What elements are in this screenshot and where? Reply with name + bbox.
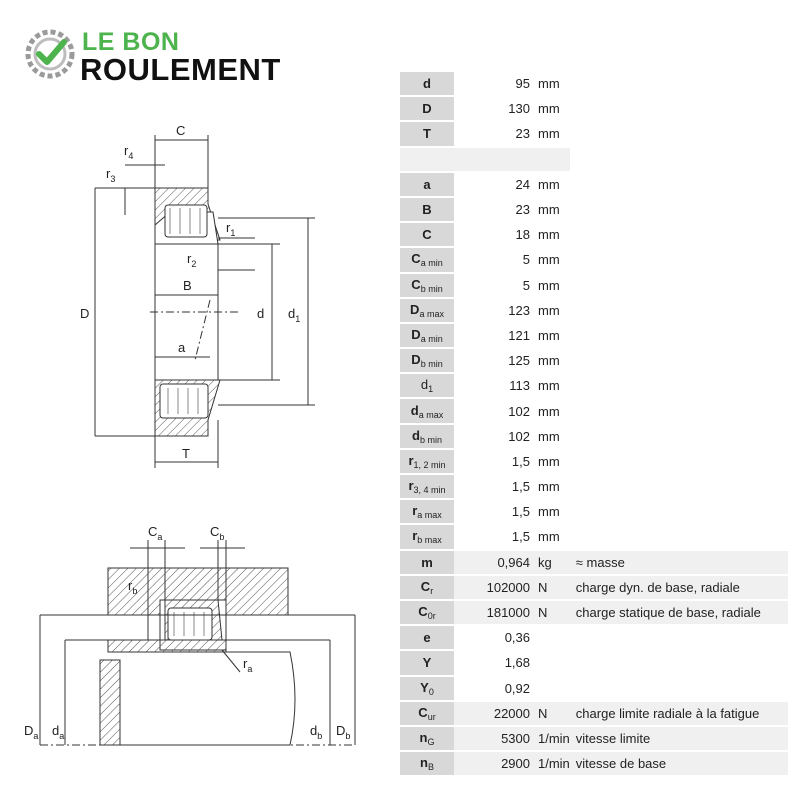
spec-symbol: $C_{ur}$: [400, 702, 454, 725]
spec-unit: mm: [538, 302, 560, 318]
spec-description: [570, 626, 788, 649]
bearing-drawing: [0, 100, 390, 800]
spec-description: charge statique de base, radiale: [570, 601, 788, 624]
spec-unit: 1/min: [534, 727, 570, 750]
spec-symbol: m: [400, 551, 454, 574]
spec-value: 18: [515, 227, 530, 243]
spec-table: [400, 70, 788, 777]
spec-row: [400, 752, 788, 775]
spec-unit: mm: [538, 101, 560, 117]
spec-row: [400, 349, 788, 372]
spec-unit: N: [534, 702, 570, 725]
roller-mount: [168, 608, 212, 640]
spec-unit: mm: [538, 453, 560, 469]
spec-symbol: $Y_0$: [400, 677, 454, 700]
spec-value: 95: [515, 76, 530, 92]
spec-row: [400, 425, 788, 448]
spec-value: 23: [515, 126, 530, 142]
spec-description: [570, 274, 788, 297]
spec-symbol: $n_B$: [400, 752, 454, 775]
spec-row: [400, 500, 788, 523]
spec-row: [400, 626, 788, 649]
spec-row: [400, 122, 788, 145]
spec-row: [400, 248, 788, 271]
spec-description: vitesse limite: [570, 727, 788, 750]
spec-value: 5: [522, 277, 530, 293]
spec-symbol: $d_{a max}$: [400, 399, 454, 422]
roller-bottom: [160, 384, 208, 418]
spec-value: 102000: [454, 576, 534, 599]
spec-unit: mm: [538, 252, 560, 268]
spec-value: 181000: [454, 601, 534, 624]
label-r3: $r_3$: [106, 166, 116, 184]
label-D: D: [80, 306, 90, 321]
spec-value: 1,5: [511, 453, 530, 469]
spec-row: [400, 651, 788, 674]
spec-row: [400, 72, 788, 95]
spec-value: 23: [515, 202, 530, 218]
spec-row: [400, 525, 788, 548]
spec-row: [400, 576, 788, 599]
label-Db: $D_b$: [336, 723, 351, 741]
spec-description: charge limite radiale à la fatigue: [570, 702, 788, 725]
spec-description: [570, 677, 788, 700]
spec-value: 2900: [454, 752, 534, 775]
spec-description: [570, 223, 788, 246]
spec-symbol: D: [400, 97, 454, 120]
spec-description: [570, 97, 788, 120]
spec-symbol: $n_G$: [400, 727, 454, 750]
spec-value: 121: [508, 327, 530, 343]
spec-value: 24: [515, 176, 530, 192]
spec-description: [570, 173, 788, 196]
spec-description: charge dyn. de base, radiale: [570, 576, 788, 599]
spec-value: 1,5: [511, 529, 530, 545]
spec-unit: 1/min: [534, 752, 570, 775]
spec-row: [400, 97, 788, 120]
spec-description: ≈ masse: [570, 551, 788, 574]
spec-value: 0,36: [504, 630, 530, 646]
spec-description: [570, 399, 788, 422]
spec-symbol: Y: [400, 651, 454, 674]
label-Da: $D_a$: [24, 723, 39, 741]
label-rb: $r_b$: [128, 578, 138, 596]
spec-row: [400, 299, 788, 322]
spec-description: [570, 248, 788, 271]
spec-unit: mm: [538, 202, 560, 218]
logo-line-2: ROULEMENT: [80, 52, 281, 87]
spec-description: [570, 324, 788, 347]
spec-description: [570, 475, 788, 498]
roller-top: [165, 205, 207, 237]
label-B: B: [183, 278, 192, 293]
spec-description: [570, 349, 788, 372]
spec-unit: [534, 626, 570, 649]
spec-description: [570, 500, 788, 523]
spec-unit: mm: [538, 479, 560, 495]
spec-symbol: T: [400, 122, 454, 145]
spec-unit: mm: [538, 176, 560, 192]
spec-unit: mm: [538, 227, 560, 243]
spec-value: 125: [508, 353, 530, 369]
spec-unit: mm: [538, 353, 560, 369]
spec-symbol: $r_{3, 4 min}$: [400, 475, 454, 498]
spec-description: [570, 198, 788, 221]
spec-unit: mm: [538, 403, 560, 419]
brand-logo[interactable]: [24, 26, 314, 86]
spec-value: 0,964: [454, 551, 534, 574]
spec-unit: [534, 677, 570, 700]
spec-unit: mm: [538, 277, 560, 293]
spec-description: [570, 122, 788, 145]
spec-row: [400, 198, 788, 221]
spec-value: 102: [508, 428, 530, 444]
spec-symbol: B: [400, 198, 454, 221]
mounting-drawing: [40, 540, 355, 745]
spec-description: [570, 299, 788, 322]
label-r1: $r_1$: [226, 220, 236, 238]
label-Cb: $C_b$: [210, 524, 225, 542]
spec-value: 130: [508, 101, 530, 117]
label-C: C: [176, 123, 186, 138]
spec-row: [400, 274, 788, 297]
spec-symbol: $C_r$: [400, 576, 454, 599]
spec-symbol: $C_{a min}$: [400, 248, 454, 271]
label-a: a: [178, 340, 186, 355]
spec-description: [570, 651, 788, 674]
spec-description: [570, 525, 788, 548]
label-db: $d_b$: [310, 723, 323, 741]
spec-value: 5300: [454, 727, 534, 750]
spec-description: [570, 72, 788, 95]
spec-symbol: $d_1$: [400, 374, 454, 397]
spec-value: 1,68: [504, 655, 530, 671]
spec-value: 22000: [454, 702, 534, 725]
spec-unit: mm: [538, 378, 560, 394]
label-d1: $d_1$: [288, 306, 301, 324]
spec-value: 113: [509, 378, 530, 394]
spec-symbol: $D_{a min}$: [400, 324, 454, 347]
spec-row: [400, 601, 788, 624]
spec-unit: N: [534, 576, 570, 599]
spec-unit: mm: [538, 327, 560, 343]
spec-row: [400, 148, 788, 171]
spec-row: [400, 551, 788, 574]
spec-symbol: e: [400, 626, 454, 649]
spec-symbol: $C_{0r}$: [400, 601, 454, 624]
label-T: T: [182, 446, 190, 461]
spec-symbol: $D_{b min}$: [400, 349, 454, 372]
spec-symbol: $D_{a max}$: [400, 299, 454, 322]
spec-unit: mm: [538, 76, 560, 92]
label-d: d: [257, 306, 265, 321]
spec-symbol: $r_{1, 2 min}$: [400, 450, 454, 473]
spec-unit: kg: [534, 551, 570, 574]
spec-unit: mm: [538, 529, 560, 545]
spec-value: 0,92: [504, 680, 530, 696]
label-Ca: $C_a$: [148, 524, 163, 542]
spec-symbol: $r_{b max}$: [400, 525, 454, 548]
label-ra: $r_a$: [243, 656, 253, 674]
logo-line-1: LE BON: [82, 28, 180, 56]
gear-check-icon: [24, 28, 76, 80]
spec-symbol: $C_{b min}$: [400, 274, 454, 297]
spec-unit: [534, 651, 570, 674]
spec-row: [400, 475, 788, 498]
spec-value: 123: [508, 302, 530, 318]
spec-description: vitesse de base: [570, 752, 788, 775]
spec-description: [570, 374, 788, 397]
spec-row: [400, 324, 788, 347]
spec-symbol: a: [400, 173, 454, 196]
spec-symbol: d: [400, 72, 454, 95]
label-da: $d_a$: [52, 723, 65, 741]
spec-description: [570, 425, 788, 448]
spec-symbol: C: [400, 223, 454, 246]
label-r4: $r_4$: [124, 143, 134, 161]
spec-row: [400, 223, 788, 246]
spec-row: [400, 450, 788, 473]
cross-section-drawing: [95, 135, 315, 468]
spec-unit: N: [534, 601, 570, 624]
spec-description: [570, 450, 788, 473]
label-r2: $r_2$: [187, 251, 197, 269]
spec-unit: mm: [538, 428, 560, 444]
spec-value: 5: [522, 252, 530, 268]
spec-row: [400, 702, 788, 725]
spec-row: [400, 399, 788, 422]
spec-value: 1,5: [511, 504, 530, 520]
spec-row: [400, 173, 788, 196]
spec-row: [400, 374, 788, 397]
spec-unit: mm: [538, 126, 560, 142]
spec-symbol: $r_{a max}$: [400, 500, 454, 523]
spec-unit: mm: [538, 504, 560, 520]
spec-row: [400, 677, 788, 700]
spec-value: 102: [508, 403, 530, 419]
spec-value: 1,5: [511, 479, 530, 495]
spec-symbol: $d_{b min}$: [400, 425, 454, 448]
spec-row: [400, 727, 788, 750]
